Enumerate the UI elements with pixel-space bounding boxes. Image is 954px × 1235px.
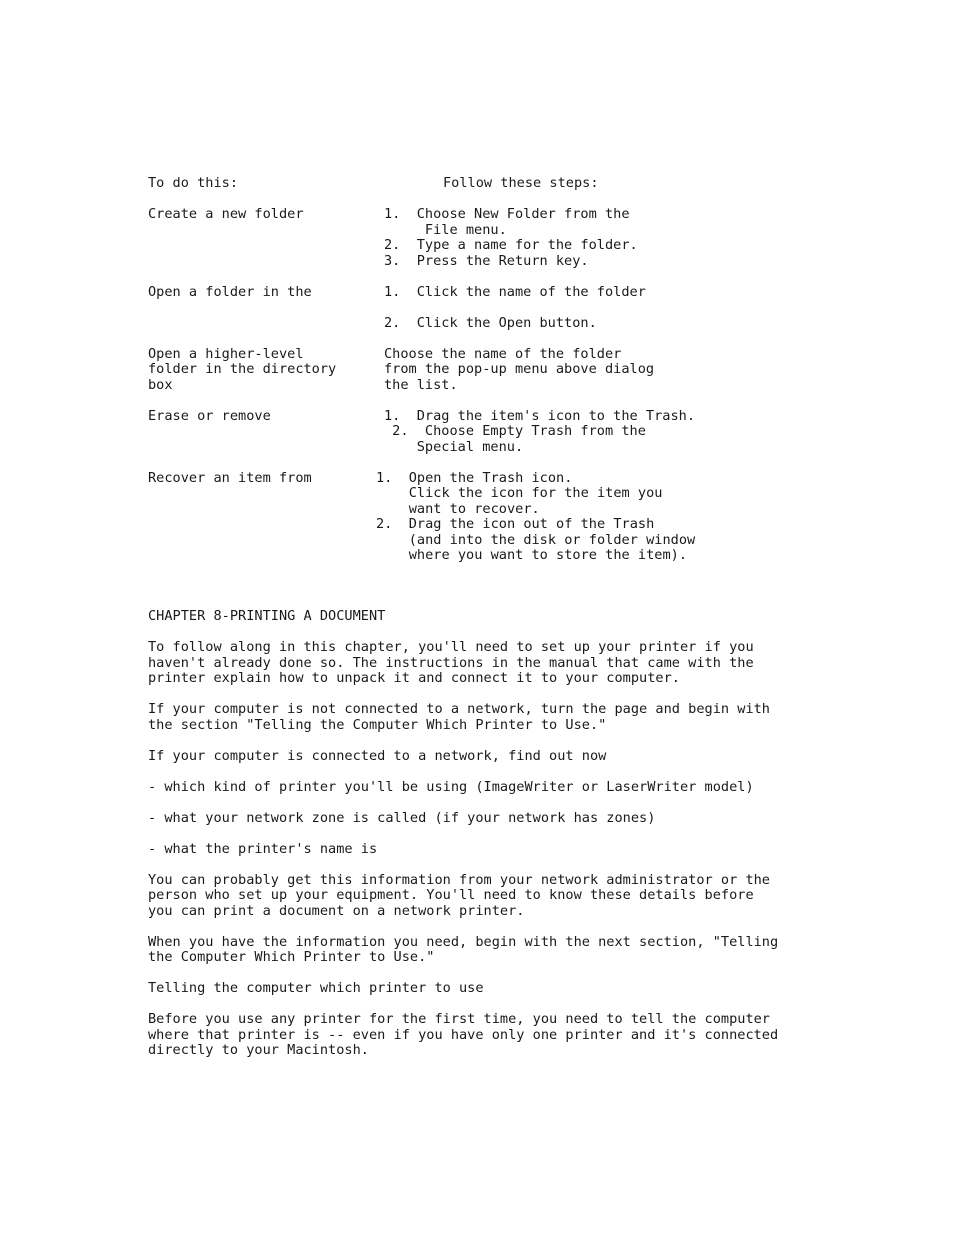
table-row-step: 1. Click the name of the folder xyxy=(384,283,646,300)
table-row-task: Recover an item from xyxy=(148,469,312,486)
table-row-step: 1. Choose New Folder from the xyxy=(384,206,630,222)
table-row-step: the list. xyxy=(384,376,458,393)
table-row-task: box xyxy=(148,376,173,393)
table-row-step: 2. Choose Empty Trash from the xyxy=(384,423,646,439)
paragraph-line: When you have the information you need, begin with the next section, "Telling xyxy=(148,933,779,950)
chapter-heading: CHAPTER 8-PRINTING A DOCUMENT xyxy=(148,608,386,624)
table-row-step: 3. Press the Return key. xyxy=(384,252,589,269)
table-row-step: (and into the disk or folder window xyxy=(376,531,696,548)
table-row-step: 2. Click the Open button. xyxy=(384,314,597,331)
table-row-step: from the pop-up menu above dialog xyxy=(384,361,655,377)
paragraph-line: If your computer is connected to a network, find out now xyxy=(148,747,607,764)
paragraph-line: directly to your Macintosh. xyxy=(148,1042,369,1058)
paragraph-line: Before you use any printer for the first time, you need to tell the computer xyxy=(148,1011,770,1027)
table-row-task: Create a new folder xyxy=(148,206,304,222)
paragraph-line: the Computer Which Printer to Use." xyxy=(148,949,435,965)
bullet-item: - what the printer's name is xyxy=(148,840,378,857)
paragraph-line: you can print a document on a network printer. xyxy=(148,902,525,919)
paragraph-line: where that printer is -- even if you have only one printer and it's connected xyxy=(148,1026,779,1043)
table-row-step: 1. Open the Trash icon. xyxy=(376,469,573,486)
table-row-task: Erase or remove xyxy=(148,407,271,424)
paragraph-line: You can probably get this information from your network administrator or the xyxy=(148,871,770,888)
table-header-steps: Follow these steps: xyxy=(443,175,599,191)
table-row-step: Choose the name of the folder xyxy=(384,345,622,362)
table-row-step: 1. Drag the item's icon to the Trash. xyxy=(384,407,695,424)
paragraph-line: the section "Telling the Computer Which Printer to Use." xyxy=(148,716,607,733)
table-row-step: want to recover. xyxy=(376,500,540,517)
table-row-step: where you want to store the item). xyxy=(376,547,687,563)
paragraph-line: haven't already done so. The instructions in the manual that came with the xyxy=(148,654,754,671)
table-row-task: folder in the directory xyxy=(148,361,337,377)
table-row-step: File menu. xyxy=(384,221,507,238)
table-row-step: 2. Type a name for the folder. xyxy=(384,237,638,253)
section-heading: Telling the computer which printer to use xyxy=(148,980,484,996)
table-header-task: To do this: xyxy=(148,175,239,191)
paragraph-line: If your computer is not connected to a network, turn the page and begin with xyxy=(148,701,770,717)
table-row-step: 2. Drag the icon out of the Trash xyxy=(376,516,655,532)
table-row-step: Click the icon for the item you xyxy=(376,485,663,501)
bullet-item: - which kind of printer you'll be using (ImageWriter or LaserWriter model) xyxy=(148,778,754,795)
paragraph-line: To follow along in this chapter, you'll need to set up your printer if you xyxy=(148,639,754,655)
paragraph-line: person who set up your equipment. You'll need to know these details before xyxy=(148,887,754,903)
table-row-task: Open a folder in the xyxy=(148,283,312,300)
table-row-step: Special menu. xyxy=(384,438,524,455)
table-row-task: Open a higher-level xyxy=(148,345,304,362)
bullet-item: - what your network zone is called (if your network has zones) xyxy=(148,809,656,826)
paragraph-line: printer explain how to unpack it and connect it to your computer. xyxy=(148,670,680,686)
